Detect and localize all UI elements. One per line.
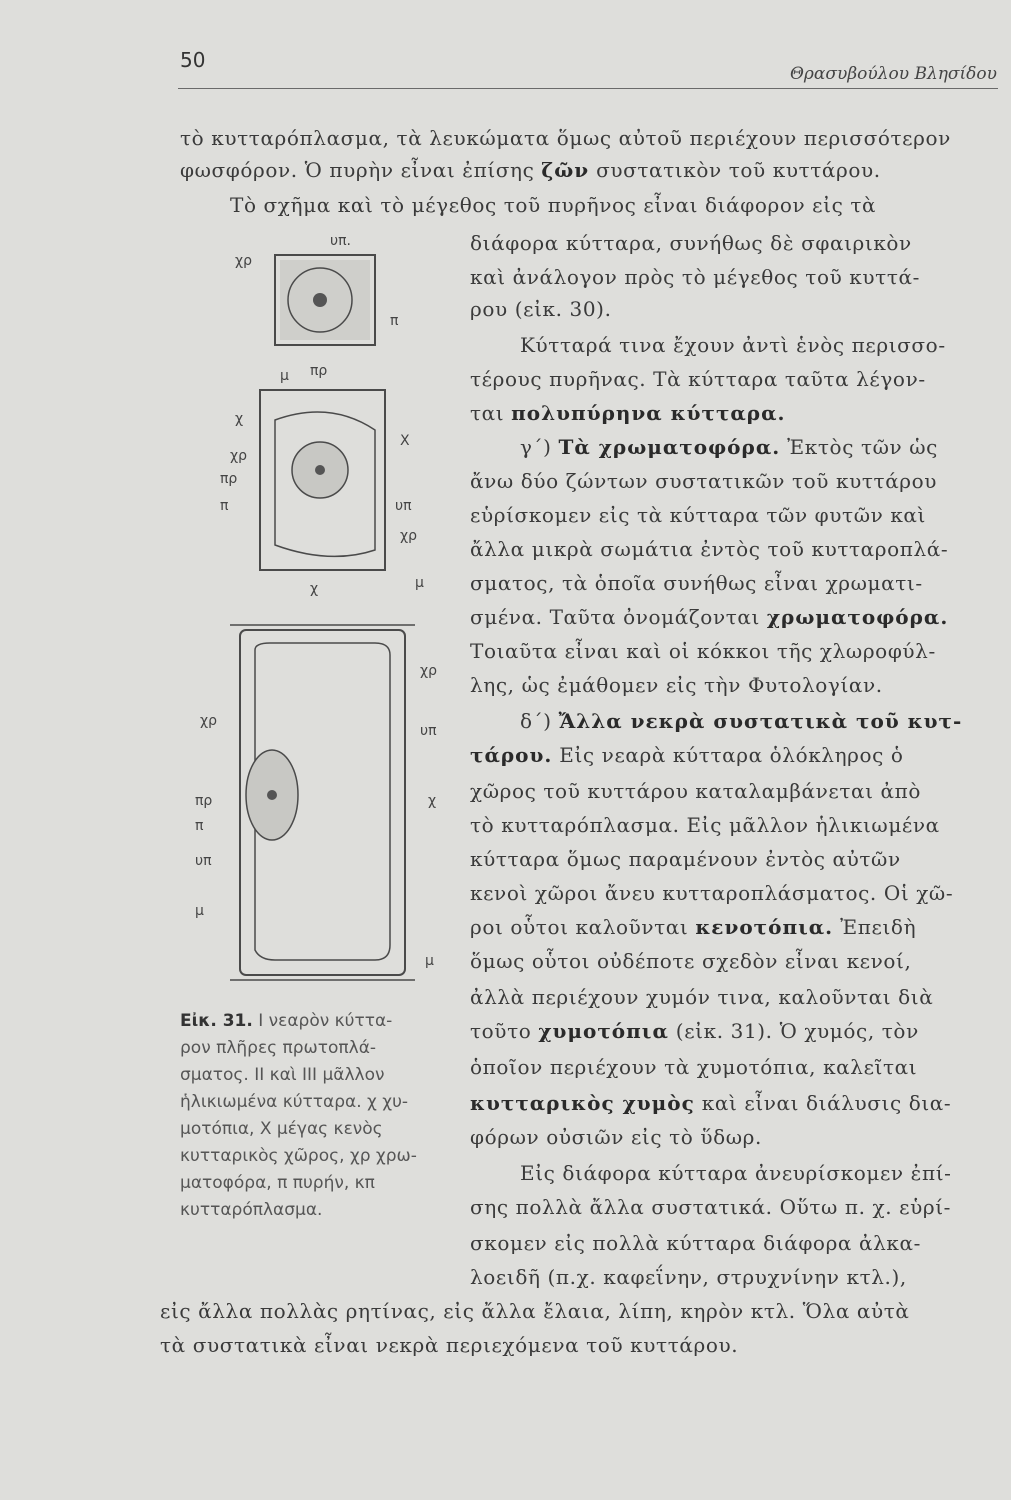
text-line: σης πολλὰ ἄλλα συστατικά. Οὕτω π. χ. εὑρί- [470,1195,952,1219]
text-line: τὸ κυτταρόπλασμα. Εἰς μᾶλλον ἡλικιωμένα [470,813,940,837]
caption-line: ματοφόρα, π πυρήν, κπ [180,1173,375,1193]
label-x-2: χ [310,581,319,597]
text-line: κυτταρικὸς χυμὸς καὶ εἶναι διάλυσις δια- [470,1091,952,1115]
text-line: ται πολυπύρηνα κύτταρα. [470,401,786,425]
text-line: Κύτταρά τινα ἔχουν ἀντὶ ἑνὸς περισσο- [520,333,946,357]
label-up-4: υπ [195,853,212,869]
text-line: ἄνω δύο ζώντων συστατικῶν τοῦ κυττάρου [470,469,938,493]
label-X-1: Χ [400,433,410,449]
text-line: κύτταρα ὅμως παραμένουν ἐντὸς αὐτῶν [470,847,901,871]
text-line: ὁποῖον περιέχουν τὰ χυμοτόπια, καλεῖται [470,1055,918,1079]
label-up-3: υπ [420,723,437,739]
text-line: κενοὶ χῶροι ἄνευ κυτταροπλάσματος. Οἱ χῶ- [470,881,954,905]
cell-ii-nucleolus [315,465,325,475]
label-m-3: μ [195,903,204,919]
text-line: χῶρος τοῦ κυττάρου καταλαμβάνεται ἀπὸ [470,779,922,803]
header-rule [178,88,998,89]
caption-line: ἡλικιωμένα κύτταρα. χ χυ- [180,1092,409,1112]
text-line: ἀλλὰ περιέχουν χυμόν τινα, καλοῦνται διὰ [470,985,934,1009]
text-line: Εἰς διάφορα κύτταρα ἀνευρίσκομεν ἐπί- [520,1161,952,1185]
figure-caption [180,1008,455,1224]
text-line: τέρους πυρῆνας. Τὰ κύτταρα ταῦτα λέγον- [470,367,926,391]
label-m-2: μ [415,575,424,591]
label-xr-1: χρ [235,253,252,269]
label-p-3: π [195,818,204,834]
text-line: σκομεν εἰς πολλὰ κύτταρα διάφορα ἀλκα- [470,1231,921,1255]
text-line: εὑρίσκομεν εἰς τὰ κύτταρα τῶν φυτῶν καὶ [470,503,926,527]
label-pr-3: πρ [195,793,213,809]
label-xr-3: χρ [400,528,417,544]
caption-line: κυτταρόπλασμα. [180,1200,323,1220]
text-line: Τὸ σχῆμα καὶ τὸ μέγεθος τοῦ πυρῆνος εἶναι διάφορον εἰς τὰ [230,193,877,217]
cell-diagram [180,225,460,1015]
text-line: ρου (εἰκ. 30). [470,297,612,321]
cell-iii-nucleolus [267,790,277,800]
label-m-1: μ [280,368,289,384]
text-line: σματος, τὰ ὁποῖα συνήθως εἶναι χρωματι- [470,571,923,595]
label-xr-5: χρ [200,713,217,729]
caption-line: μοτόπια, Χ μέγας κενὸς [180,1119,383,1139]
text-line: Τοιαῦτα εἶναι καὶ οἱ κόκκοι τῆς χλωροφύλ- [470,639,936,663]
label-x-3: χ [428,793,437,809]
text-line: σμένα. Ταῦτα ὀνομάζονται χρωματοφόρα. [470,605,949,629]
text-line: λοειδῆ (π.χ. καφεΐνην, στρυχνίνην κτλ.), [470,1265,907,1289]
text-line: τοῦτο χυμοτόπια (εἰκ. 31). Ὁ χυμός, τὸν [470,1019,919,1043]
label-pr-2: πρ [220,471,238,487]
page-number: 50 [180,48,206,72]
text-line: καὶ ἀνάλογον πρὸς τὸ μέγεθος τοῦ κυττά- [470,265,920,289]
label-up-2: υπ [395,498,412,514]
label-xr-2: χρ [230,448,247,464]
text-line: δ΄) Ἄλλα νεκρὰ συστατικὰ τοῦ κυτ- [520,709,963,733]
text-line: εἰς ἄλλα πολλὰς ρητίνας, εἰς ἄλλα ἔλαια, λίπη, κηρὸν κτλ. Ὅλα αὐτὰ [160,1299,910,1323]
text-line: ἄλλα μικρὰ σωμάτια ἐντὸς τοῦ κυτταροπλά- [470,537,949,561]
text-line: λης, ὡς ἐμάθομεν εἰς τὴν Φυτολογίαν. [470,673,883,697]
text-line: τὸ κυτταρόπλασμα, τὰ λευκώματα ὅμως αὐτοῦ περιέχουν περισσότερον [180,126,951,150]
text-line: τὰ συστατικὰ εἶναι νεκρὰ περιεχόμενα τοῦ κυττάρου. [160,1333,739,1357]
label-M: μ [425,953,434,969]
caption-line: Εἰκ. 31. Ι νεαρὸν κύττα- [180,1011,393,1031]
running-head: Θρασυβούλου Βλησίδου [789,64,997,84]
text-line: ροι οὗτοι καλοῦνται κενοτόπια. Ἐπειδὴ [470,915,917,939]
cell-figure [180,225,460,1015]
caption-line: σματος. ΙΙ καὶ ΙΙΙ μᾶλλον [180,1065,385,1085]
text-line: φόρων οὐσιῶν εἰς τὸ ὕδωρ. [470,1125,762,1149]
label-xr-4: χρ [420,663,437,679]
cell-i-nucleolus [313,293,327,307]
text-line: φωσφόρον. Ὁ πυρὴν εἶναι ἐπίσης ζῶν συστατικὸν τοῦ κυττάρου. [180,158,881,182]
label-p-1: π [390,313,399,329]
text-line: διάφορα κύτταρα, συνήθως δὲ σφαιρικὸν [470,231,912,255]
caption-line: ρον πλῆρες πρωτοπλά- [180,1038,377,1058]
text-line: ὅμως οὗτοι οὐδέποτε σχεδὸν εἶναι κενοί, [470,949,912,973]
label-p-2: π [220,498,229,514]
text-line: τάρου. Εἰς νεαρὰ κύτταρα ὁλόκληρος ὁ [470,743,904,767]
label-pr-1: πρ [310,363,328,379]
label-x-1: χ [235,411,244,427]
caption-line: κυτταρικὸς χῶρος, χρ χρω- [180,1146,417,1166]
label-up: υπ. [330,233,351,249]
text-line: γ΄) Τὰ χρωματοφόρα. Ἐκτὸς τῶν ὡς [520,435,938,459]
